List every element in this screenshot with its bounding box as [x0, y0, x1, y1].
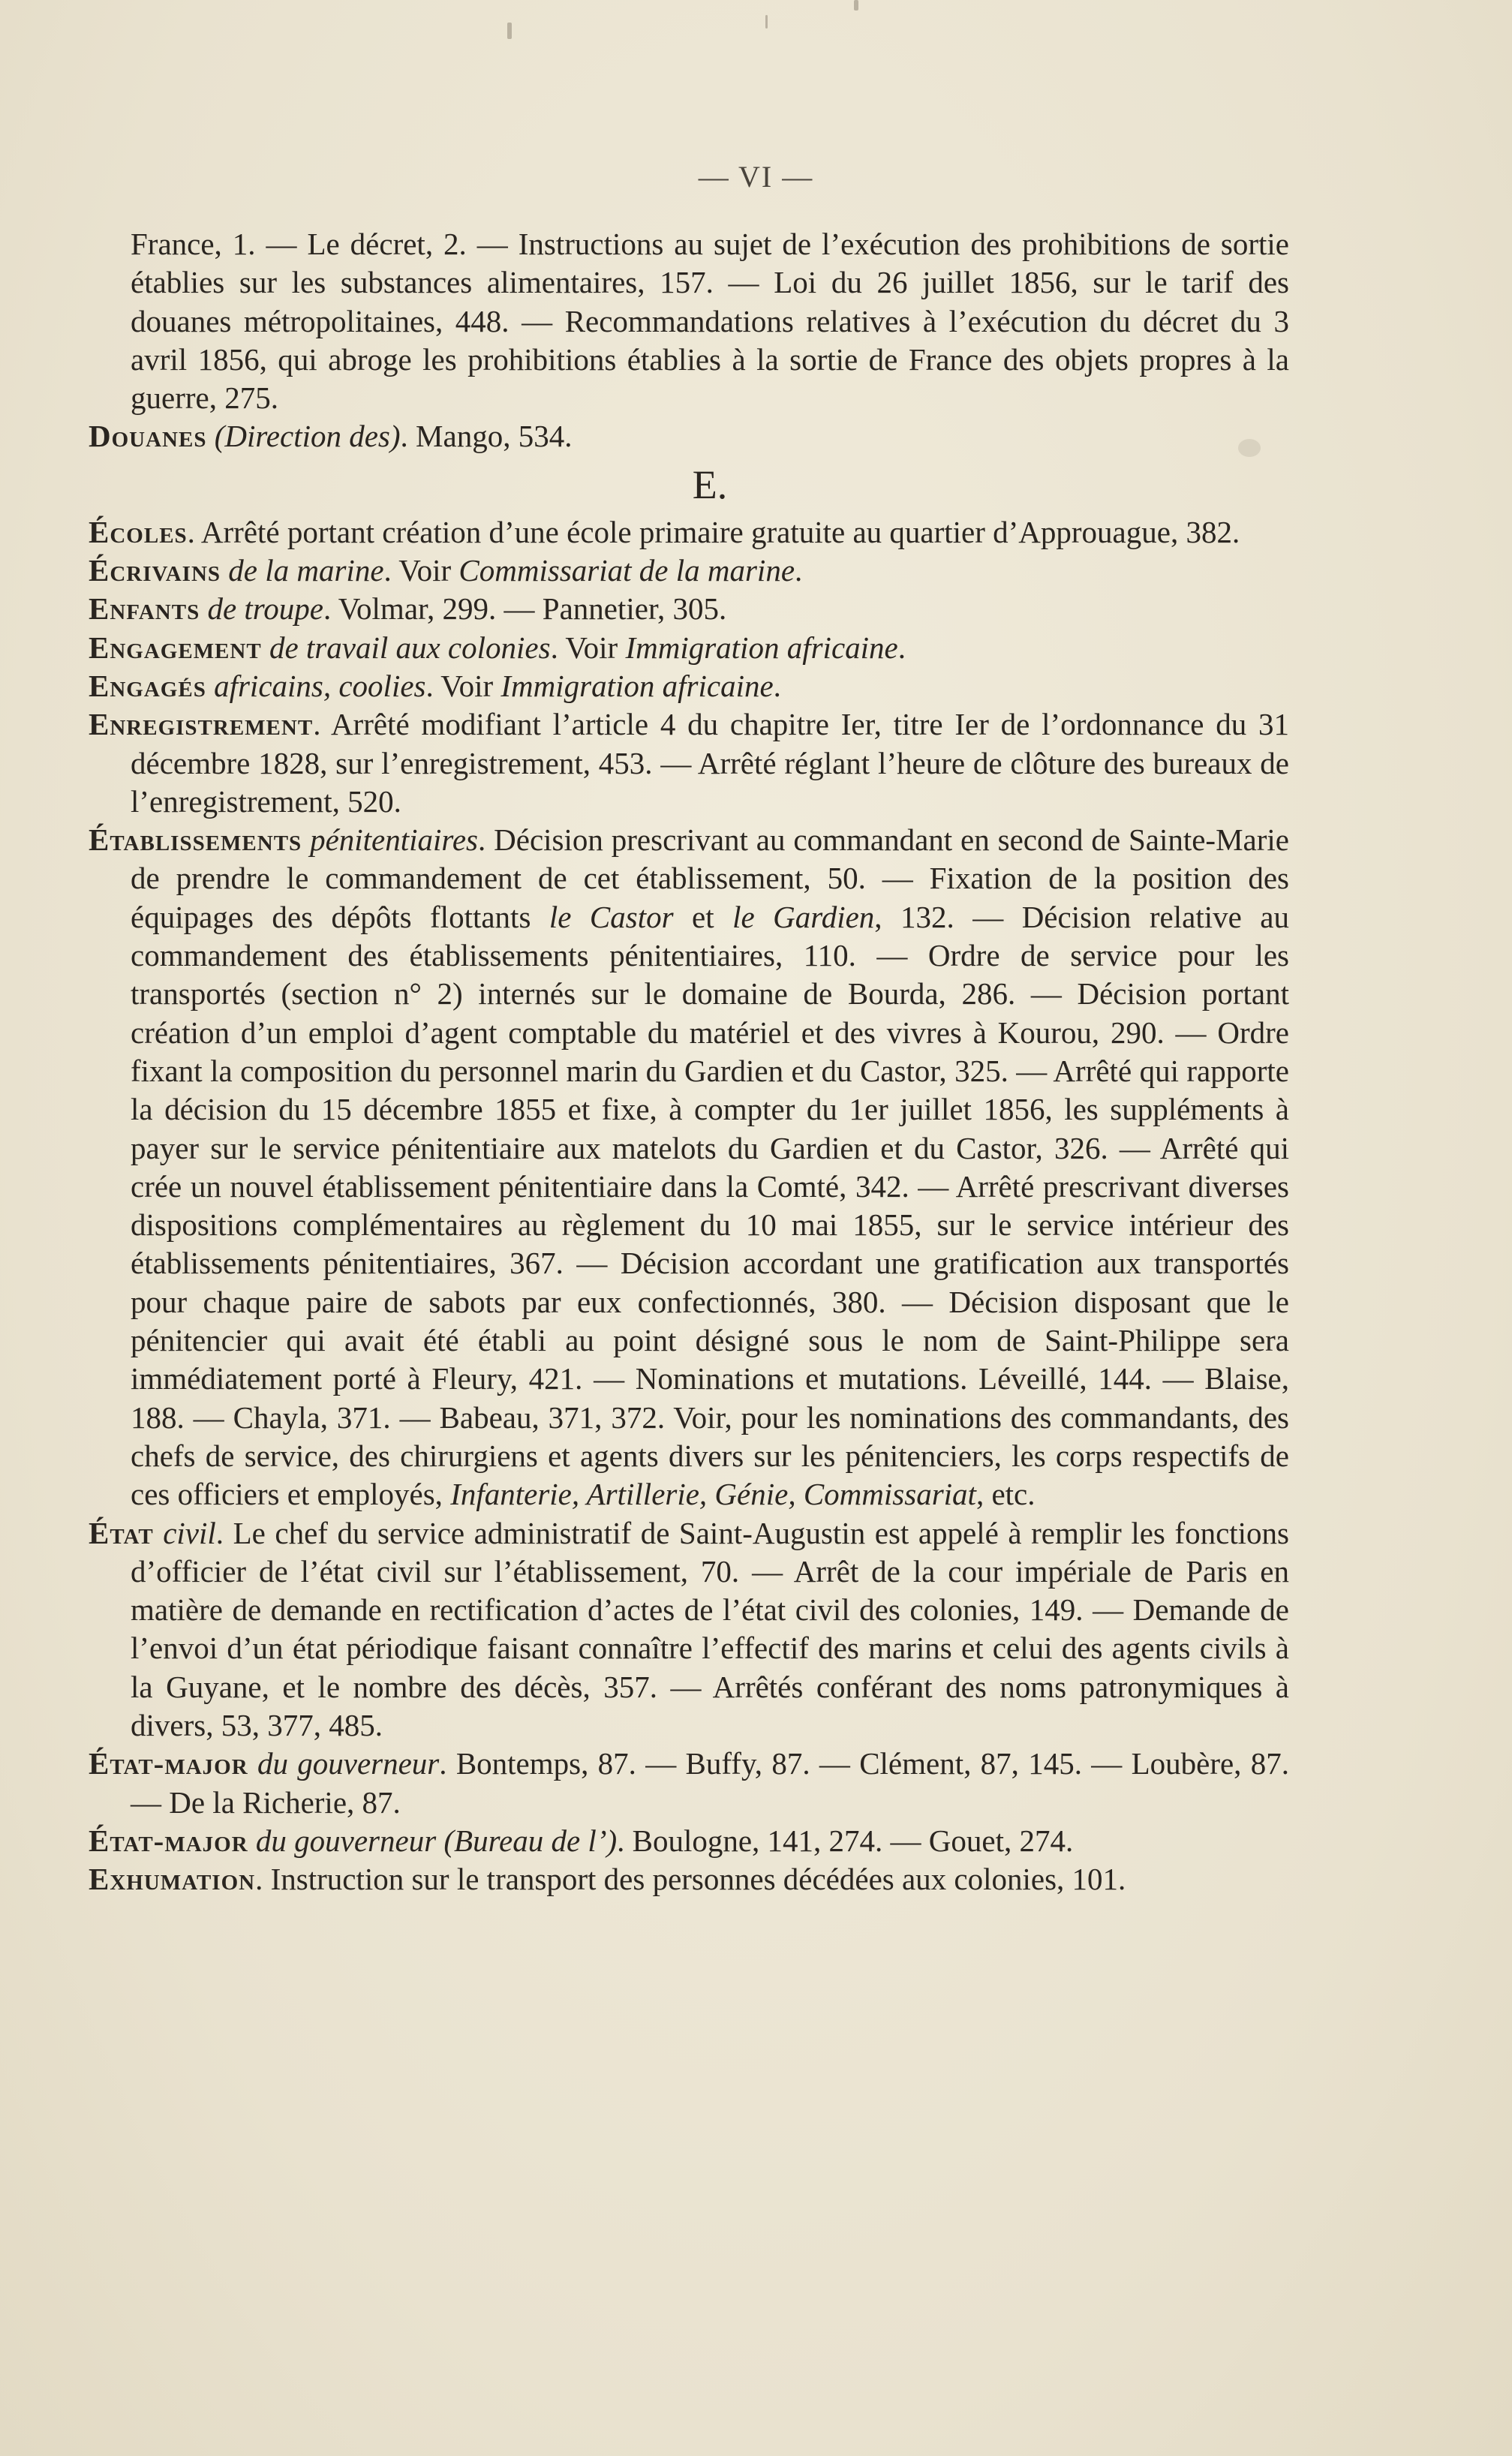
- entry-text: . Mango, 534.: [400, 419, 573, 454]
- entry-ecoles: [89, 513, 1289, 552]
- entry-exhumation: [89, 1860, 1289, 1898]
- page-number: — VI —: [698, 160, 814, 194]
- entry-qualifier: de troupe: [200, 591, 323, 627]
- entry-text: . Le chef du service administratif de Saint-Augustin est appelé à remplir les fonctions d’officier de l’état civil sur l’établissement, 70. — Arrêt de la cour impériale de Paris en matière de demande en rectification d’actes de l’état civil des colonies, 149. — Demande de l’envoi d’un état périodique faisant connaître l’effectif des marins et celui des agents civils à la Guyane, et le nombre des décès, 357. — Arrêtés conférant des noms patronymiques à divers, 53, 377, 485.: [131, 1515, 1290, 1742]
- entry-enfants: [89, 590, 1289, 628]
- entry-etablissements: [89, 821, 1289, 1514]
- entry-qualifier: du gouverneur (Bureau de l’): [248, 1823, 618, 1858]
- entry-engages: [89, 667, 1289, 705]
- entry-reference: le Castor: [549, 899, 674, 934]
- entry-reference: Commissariat de la marine: [458, 553, 795, 588]
- entry-head: Engagement: [89, 630, 262, 665]
- entry-qualifier: pénitentiaires: [302, 822, 479, 858]
- entry-reference: le Gardien: [732, 899, 875, 934]
- continuation-paragraph: France, 1. — Le décret, 2. — Instructions au sujet de l’exécution des prohibitions de sortie établies sur les substances alimentaires, 157. — Loi du 26 juillet 1856, sur le tarif des douanes métropolitaines, 448. — Recommandations relatives à l’exécution du décret du 3 avril 1856, qui abroge les prohibitions établies à la sortie de France des objets propres à la guerre, 275.: [131, 227, 1289, 416]
- entry-ecrivains: [89, 552, 1289, 590]
- section-letter: E.: [692, 461, 728, 507]
- entry-head: Établissements: [89, 822, 302, 858]
- entry-head: Exhumation: [89, 1862, 256, 1897]
- entry-text: . Arrêté portant création d’une école primaire gratuite au quartier d’Approuague, 382.: [187, 514, 1240, 549]
- entry-douanes: [89, 417, 1289, 455]
- ink-mark: [854, 0, 858, 11]
- entry-text: . Décision prescrivant au commandant en second de Sainte-Marie de prendre le commandement de cet établissement, 50. — Fixation de la position des équipages des dépôts flottants: [131, 822, 1289, 934]
- entry-etat-civil: [89, 1514, 1289, 1745]
- entry-reference: Immigration africaine: [500, 668, 774, 703]
- entry-tail: , etc.: [975, 1477, 1036, 1512]
- ink-mark: [765, 15, 768, 29]
- entry-text: . Voir: [550, 630, 626, 665]
- entry-qualifier: civil: [153, 1515, 216, 1550]
- ink-mark: [507, 23, 512, 39]
- entry-reference: Infanterie, Artillerie, Génie, Commissariat: [450, 1477, 976, 1512]
- entry-engagement: [89, 629, 1289, 667]
- entry-head: Enfants: [89, 591, 200, 627]
- entry-head: Engagés: [89, 668, 206, 703]
- entry-reference: Immigration africaine: [625, 630, 898, 665]
- entry-qualifier: de travail aux colonies: [261, 630, 551, 665]
- entry-head: État-major: [89, 1823, 248, 1858]
- entry-tail: .: [897, 630, 906, 665]
- entry-etat-major: [89, 1745, 1289, 1822]
- entry-text: . Instruction sur le transport des personnes décédées aux colonies, 101.: [255, 1862, 1126, 1897]
- entry-tail: et: [673, 899, 733, 934]
- entry-head: Enregistrement: [89, 707, 314, 742]
- entry-enregistrement: [89, 705, 1289, 821]
- entry-text: . Arrêté modifiant l’article 4 du chapitre Ier, titre Ier de l’ordonnance du 31 décembre 1828, sur l’enregistrement, 453. — Arrêté réglant l’heure de clôture des bureaux de l’enregistrement, 520.: [131, 707, 1289, 819]
- entry-tail: , 132. — Décision relative au commandement des établissements pénitentiaires, 110. — Ordre de service pour les transportés (section n° 2) internés sur le domaine de Bourda, 286. — Décision portant création d’un emploi d’agent comptable du matériel et des vivres à Kourou, 290. — Ordre fixant la composition du personnel marin du Gardien et du Castor, 325. — Arrêté qui rapporte la décision du 15 décembre 1855 et fixe, à compter du 1er juillet 1856, les suppléments à payer sur le service pénitentiaire aux matelots du Gardien et du Castor, 326. — Arrêté qui crée un nouvel établissement pénitentiaire dans la Comté, 342. — Arrêté prescrivant diverses dispositions complémentaires au règlement du 10 mai 1855, sur le service intérieur des établissements pénitentiaires, 367. — Décision accordant une gratification aux transportés pour chaque paire de sabots par eux confectionnés, 380. — Décision disposant que le pénitencier qui avait été établi au point désigné sous le nom de Saint-Philippe sera immédiatement porté à Fleury, 421. — Nominations et mutations. Léveillé, 144. — Blaise, 188. — Chayla, 371. — Babeau, 371, 372. Voir, pour les nominations des commandants, des chefs de service, des chirurgiens et agents divers sur les pénitenciers, les corps respectifs de ces officiers et employés,: [131, 899, 1289, 1512]
- entry-text: . Voir: [383, 553, 459, 588]
- entry-qualifier: de la marine: [221, 553, 384, 588]
- index-text: [89, 225, 1289, 1898]
- entry-qualifier: du gouverneur: [248, 1746, 440, 1781]
- entry-qualifier: africains, coolies: [206, 668, 426, 703]
- entry-text: . Boulogne, 141, 274. — Gouet, 274.: [617, 1823, 1074, 1858]
- entry-etat-major-bureau: [89, 1822, 1289, 1860]
- entry-text: . Voir: [425, 668, 501, 703]
- entry-qualifier: (Direction des): [214, 419, 401, 454]
- entry-tail: .: [795, 553, 803, 588]
- entry-text: . Volmar, 299. — Pannetier, 305.: [323, 591, 727, 627]
- entry-head: État-major: [89, 1746, 248, 1781]
- entry-head: Écrivains: [89, 553, 221, 588]
- entry-head: État: [89, 1515, 154, 1550]
- entry-head: Écoles: [89, 514, 188, 549]
- entry-tail: .: [773, 668, 781, 703]
- entry-head: Douanes: [89, 419, 207, 454]
- entry-text: . Bontemps, 87. — Buffy, 87. — Clément, 87, 145. — Loubère, 87. — De la Richerie, 87.: [131, 1746, 1289, 1820]
